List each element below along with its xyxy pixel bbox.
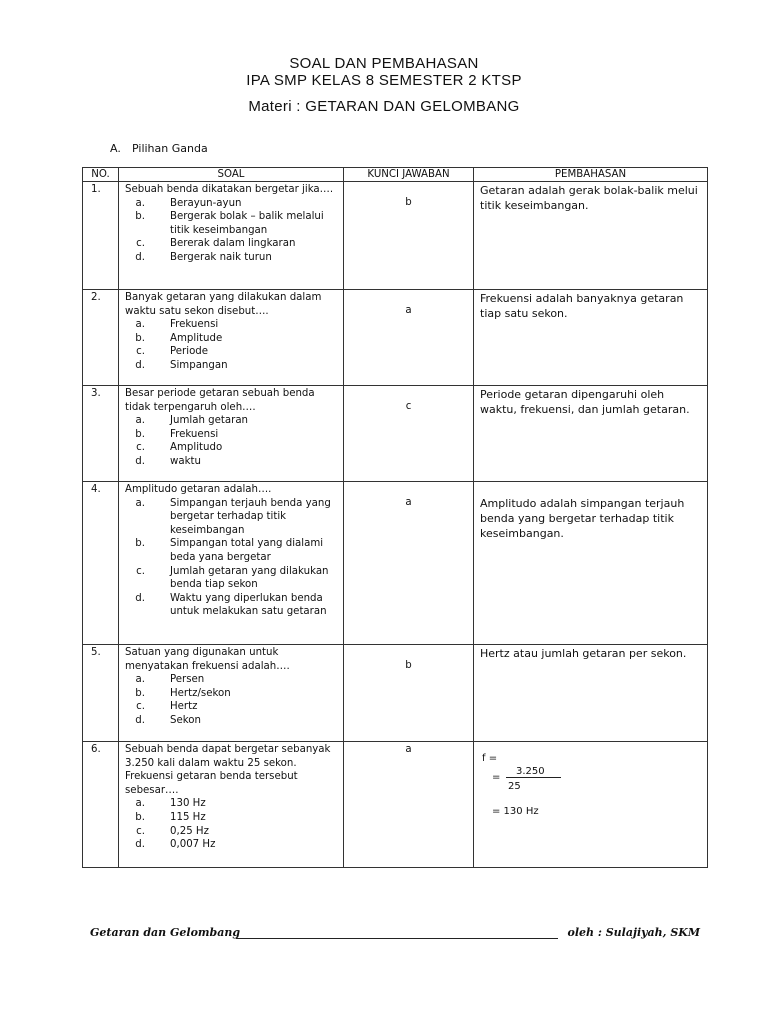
- option-list: [125, 673, 339, 727]
- header-kunci: KUNCI JAWABAN: [344, 168, 474, 182]
- row-number: 3.: [83, 386, 119, 482]
- answer-key: c: [344, 386, 474, 482]
- table-header-row: [83, 168, 708, 182]
- question-stem: Sebuah benda dapat bergetar sebanyak 3.250 kali dalam waktu 25 sekon. Frekuensi getaran benda tersebut sebesar….: [125, 744, 331, 796]
- row-number: 5.: [83, 645, 119, 742]
- question-cell: [119, 290, 344, 386]
- section-title: Pilihan Ganda: [132, 142, 208, 155]
- formula-denominator: 25: [508, 781, 521, 792]
- question-stem: Banyak getaran yang dilakukan dalam waktu satu sekon disebut….: [125, 292, 322, 317]
- question-cell: [119, 482, 344, 645]
- option-item: d. Sekon: [135, 714, 201, 726]
- question-stem: Besar periode getaran sebuah benda tidak terpengaruh oleh….: [125, 388, 315, 413]
- option-item: b. Amplitude: [135, 332, 223, 344]
- question-stem: Satuan yang digunakan untuk menyatakan frekuensi adalah….: [125, 647, 290, 672]
- footer-rule: [236, 938, 558, 939]
- option-item: c. Periode: [136, 346, 209, 358]
- option-item: c. Bererak dalam lingkaran: [136, 238, 296, 250]
- option-item: d. 0,007 Hz: [135, 839, 216, 851]
- option-item: a. Berayun-ayun: [135, 197, 242, 209]
- header-soal: SOAL: [119, 168, 344, 182]
- row-number: 2.: [83, 290, 119, 386]
- explanation: Getaran adalah gerak bolak-balik melui titik keseimbangan.: [474, 182, 708, 290]
- table-row: [83, 742, 708, 868]
- title-line-3: Materi : GETARAN DAN GELOMBANG: [248, 98, 520, 115]
- question-stem: Amplitudo getaran adalah….: [125, 484, 272, 495]
- title-line-2: IPA SMP KELAS 8 SEMESTER 2 KTSP: [246, 72, 522, 89]
- table-row: [83, 290, 708, 386]
- option-list: [125, 497, 339, 619]
- option-item: d. Bergerak naik turun: [135, 251, 272, 263]
- option-item: c. Hertz: [136, 701, 198, 713]
- question-stem: Sebuah benda dikatakan bergetar jika….: [125, 184, 334, 195]
- answer-key: b: [344, 182, 474, 290]
- option-item: a. Simpangan terjauh benda yang bergetar terhadap titik keseimbangan: [135, 497, 331, 536]
- answer-key: a: [344, 742, 474, 868]
- row-number: 4.: [83, 482, 119, 645]
- question-cell: [119, 742, 344, 868]
- option-item: d. Simpangan: [135, 359, 228, 371]
- option-item: b. Simpangan total yang dialami beda yana bergetar: [135, 538, 324, 563]
- option-item: b. Hertz/sekon: [135, 687, 231, 699]
- option-item: a. Frekuensi: [135, 319, 219, 331]
- option-item: c. Jumlah getaran yang dilakukan benda tiap sekon: [136, 565, 329, 591]
- formula-result: = 130 Hz: [492, 806, 539, 817]
- header-no: NO.: [83, 168, 119, 182]
- explanation: Amplitudo adalah simpangan terjauh benda yang bergetar terhadap titik keseimbangan.: [474, 482, 708, 645]
- section-letter: A.: [110, 142, 121, 155]
- title-line-1: SOAL DAN PEMBAHASAN: [289, 55, 479, 72]
- option-item: b. 115 Hz: [135, 811, 206, 823]
- fraction-bar: [506, 777, 561, 778]
- question-cell: [119, 645, 344, 742]
- section-heading: [110, 142, 208, 155]
- option-item: a. Persen: [135, 674, 205, 686]
- answer-key: b: [344, 645, 474, 742]
- question-table: [82, 167, 708, 868]
- header-pembahasan: PEMBAHASAN: [474, 168, 708, 182]
- option-item: a. 130 Hz: [135, 798, 206, 810]
- table-row: [83, 386, 708, 482]
- option-list: [125, 318, 339, 372]
- table-row: [83, 482, 708, 645]
- answer-key: a: [344, 290, 474, 386]
- option-item: b. Bergerak bolak – balik melalui titik keseimbangan: [135, 211, 324, 236]
- option-item: d. Waktu yang diperlukan benda untuk melakukan satu getaran: [135, 592, 327, 618]
- option-item: d. waktu: [135, 455, 201, 467]
- option-list: [125, 797, 339, 851]
- formula-numerator: 3.250: [516, 766, 545, 777]
- option-item: c. Amplitudo: [136, 442, 223, 454]
- answer-key: a: [344, 482, 474, 645]
- explanation: [474, 742, 708, 868]
- formula-lhs: f =: [482, 753, 498, 764]
- table-row: [83, 645, 708, 742]
- question-cell: [119, 182, 344, 290]
- option-list: [125, 414, 339, 468]
- footer-right: oleh : Sulajiyah, SKM: [567, 926, 700, 939]
- row-number: 1.: [83, 182, 119, 290]
- option-list: [125, 197, 339, 265]
- option-item: c. 0,25 Hz: [136, 825, 209, 837]
- document-header: [0, 55, 768, 115]
- formula-equals: =: [492, 772, 501, 783]
- explanation: Hertz atau jumlah getaran per sekon.: [474, 645, 708, 742]
- option-item: a. Jumlah getaran: [135, 415, 249, 427]
- footer-left: Getaran dan Gelombang: [90, 926, 241, 939]
- frequency-formula: [480, 743, 703, 843]
- explanation: Frekuensi adalah banyaknya getaran tiap satu sekon.: [474, 290, 708, 386]
- table-row: [83, 182, 708, 290]
- option-item: b. Frekuensi: [135, 428, 219, 440]
- row-number: 6.: [83, 742, 119, 868]
- question-cell: [119, 386, 344, 482]
- explanation: Periode getaran dipengaruhi oleh waktu, frekuensi, dan jumlah getaran.: [474, 386, 708, 482]
